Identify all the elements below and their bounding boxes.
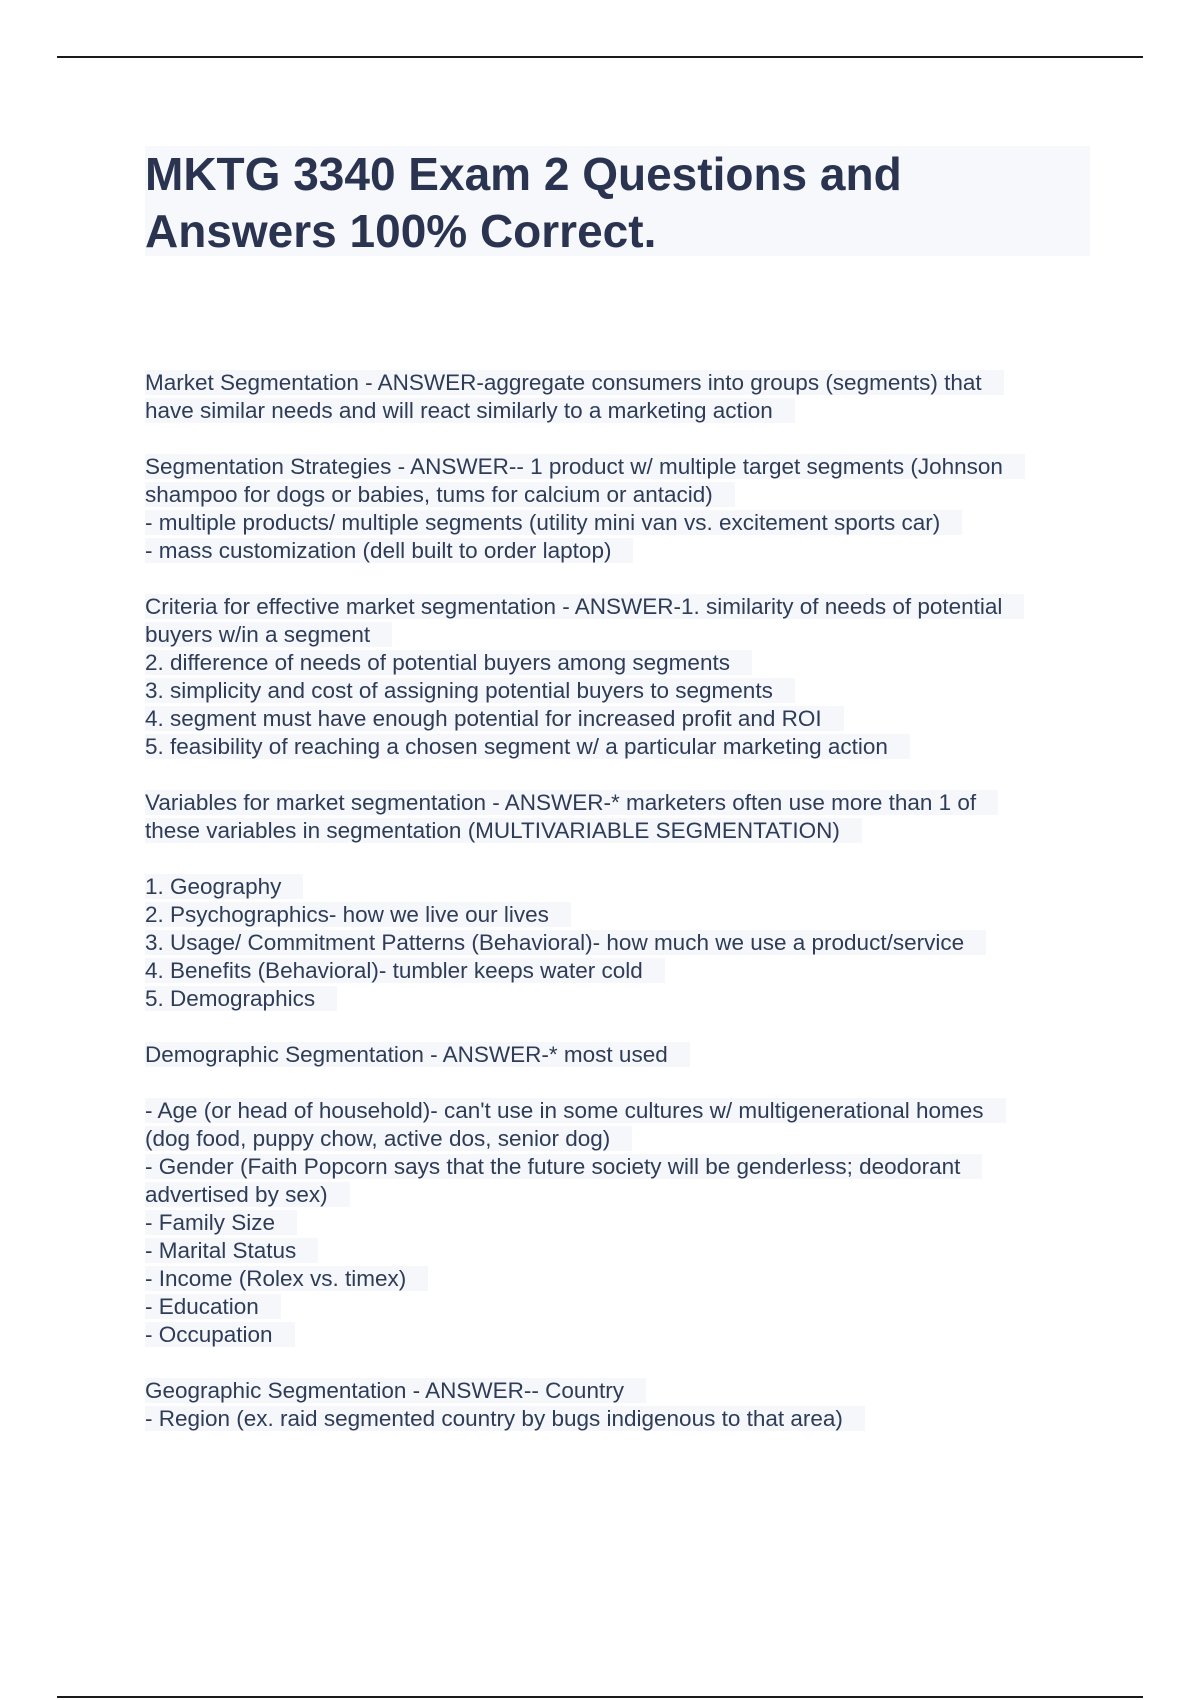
qa-answer-line — [145, 481, 1090, 509]
line-text: have similar needs and will react similarly to a marketing action — [145, 398, 795, 423]
qa-entry — [145, 1377, 1090, 1433]
qa-answer-line — [145, 1293, 1090, 1321]
qa-answer-line — [145, 901, 1090, 929]
line-text: shampoo for dogs or babies, tums for calcium or antacid) — [145, 482, 735, 507]
line-text: advertised by sex) — [145, 1182, 350, 1207]
qa-answer-line — [145, 705, 1090, 733]
qa-answer-line — [145, 957, 1090, 985]
bottom-rule — [57, 1696, 1143, 1698]
line-text: 4. Benefits (Behavioral)- tumbler keeps water cold — [145, 958, 665, 983]
qa-question-line — [145, 789, 1090, 817]
qa-answer-line — [145, 985, 1090, 1013]
qa-answer-line — [145, 929, 1090, 957]
qa-answer-line — [145, 649, 1090, 677]
line-spacer — [145, 845, 1090, 873]
line-spacer — [145, 1069, 1090, 1097]
qa-answer-line — [145, 1237, 1090, 1265]
qa-entry — [145, 593, 1090, 761]
qa-answer-line — [145, 1125, 1090, 1153]
line-text: 2. Psychographics- how we live our lives — [145, 902, 571, 927]
line-text: 5. feasibility of reaching a chosen segment w/ a particular marketing action — [145, 734, 910, 759]
qa-question-line — [145, 593, 1090, 621]
qa-entry — [145, 789, 1090, 1013]
line-text: Variables for market segmentation - ANSWER-* marketers often use more than 1 of — [145, 790, 998, 815]
qa-answer-line — [145, 677, 1090, 705]
page-title — [145, 146, 902, 260]
qa-answer-line — [145, 397, 1090, 425]
line-text: Segmentation Strategies - ANSWER-- 1 product w/ multiple target segments (Johnson — [145, 454, 1025, 479]
line-text: Criteria for effective market segmentation - ANSWER-1. similarity of needs of potential — [145, 594, 1024, 619]
qa-question-line — [145, 1041, 1090, 1069]
line-text: - Income (Rolex vs. timex) — [145, 1266, 428, 1291]
line-text: 3. Usage/ Commitment Patterns (Behavioral)- how much we use a product/service — [145, 930, 986, 955]
line-text: - Gender (Faith Popcorn says that the future society will be genderless; deodorant — [145, 1154, 982, 1179]
qa-answer-line — [145, 733, 1090, 761]
qa-answer-line — [145, 873, 1090, 901]
line-text: Market Segmentation - ANSWER-aggregate consumers into groups (segments) that — [145, 370, 1004, 395]
line-text: 4. segment must have enough potential for increased profit and ROI — [145, 706, 844, 731]
line-text: - Family Size — [145, 1210, 297, 1235]
qa-answer-line — [145, 817, 1090, 845]
line-text: - mass customization (dell built to order laptop) — [145, 538, 633, 563]
qa-answer-line — [145, 509, 1090, 537]
line-text: - Occupation — [145, 1322, 295, 1347]
qa-answer-line — [145, 1097, 1090, 1125]
qa-answer-line — [145, 537, 1090, 565]
line-text: - Education — [145, 1294, 281, 1319]
line-text: 1. Geography — [145, 874, 303, 899]
qa-answer-line — [145, 1321, 1090, 1349]
qa-answer-line — [145, 1209, 1090, 1237]
line-text: - Region (ex. raid segmented country by bugs indigenous to that area) — [145, 1406, 865, 1431]
qa-entry — [145, 369, 1090, 425]
qa-question-line — [145, 369, 1090, 397]
line-text: 5. Demographics — [145, 986, 337, 1011]
line-text: - Age (or head of household)- can't use in some cultures w/ multigenerational homes — [145, 1098, 1006, 1123]
line-text: Geographic Segmentation - ANSWER-- Country — [145, 1378, 646, 1403]
qa-question-line — [145, 1377, 1090, 1405]
top-rule — [57, 56, 1143, 58]
qa-answer-line — [145, 1153, 1090, 1181]
qa-entry — [145, 453, 1090, 565]
line-text: buyers w/in a segment — [145, 622, 392, 647]
qa-content — [145, 369, 1090, 1461]
qa-answer-line — [145, 1181, 1090, 1209]
line-text: 3. simplicity and cost of assigning potential buyers to segments — [145, 678, 795, 703]
line-text: (dog food, puppy chow, active dos, senior dog) — [145, 1126, 632, 1151]
title-block — [145, 146, 1090, 256]
qa-entry — [145, 1041, 1090, 1349]
qa-question-line — [145, 453, 1090, 481]
line-text: Demographic Segmentation - ANSWER-* most used — [145, 1042, 690, 1067]
line-text: - Marital Status — [145, 1238, 318, 1263]
line-text: these variables in segmentation (MULTIVARIABLE SEGMENTATION) — [145, 818, 862, 843]
line-text: - multiple products/ multiple segments (utility mini van vs. excitement sports car) — [145, 510, 962, 535]
qa-answer-line — [145, 1265, 1090, 1293]
title-line-1: MKTG 3340 Exam 2 Questions and — [145, 148, 902, 200]
line-text: 2. difference of needs of potential buyers among segments — [145, 650, 752, 675]
qa-answer-line — [145, 1405, 1090, 1433]
qa-answer-line — [145, 621, 1090, 649]
title-line-2: Answers 100% Correct. — [145, 205, 657, 257]
